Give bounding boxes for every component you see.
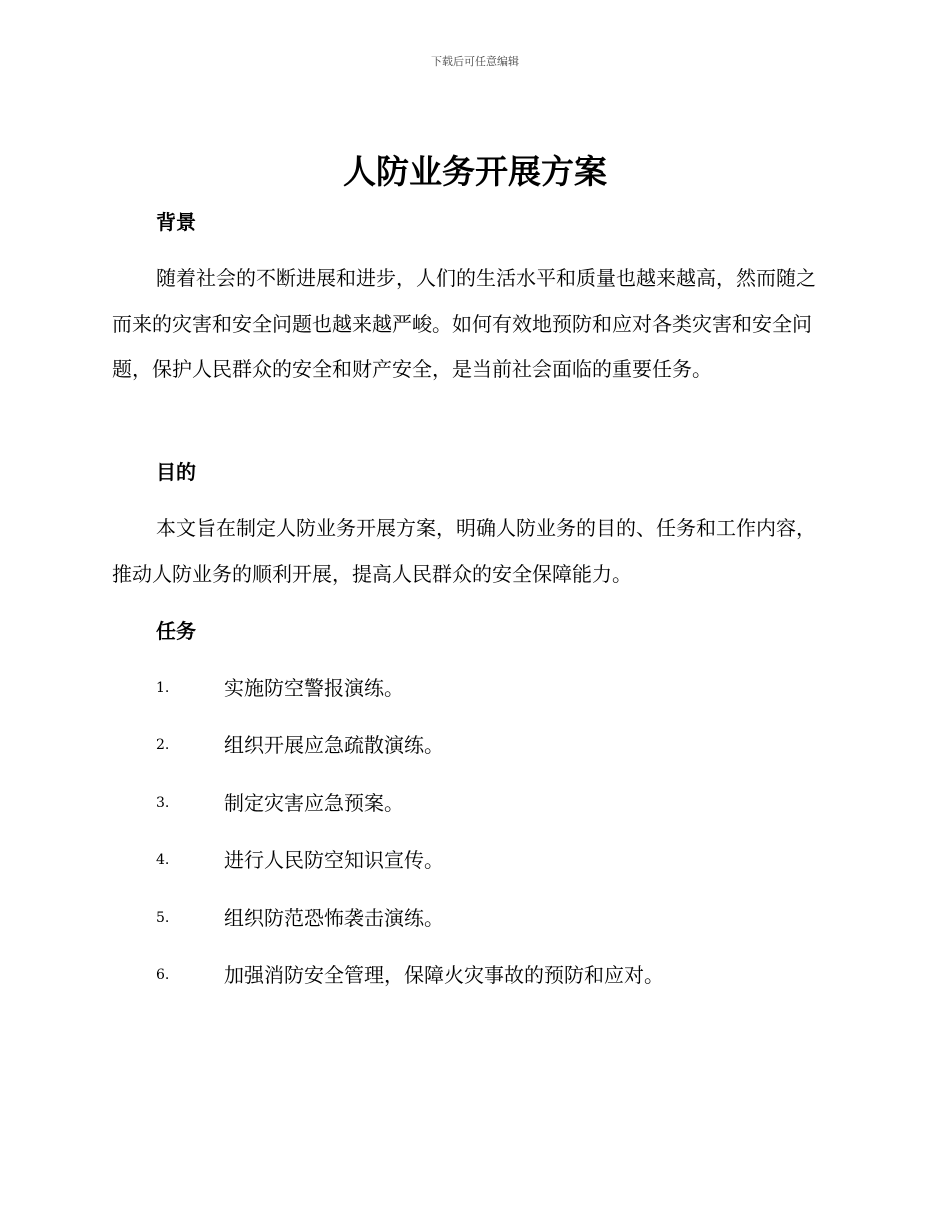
task-text: 进行人民防空知识宣传。 xyxy=(224,848,444,873)
section-heading-purpose: 目的 xyxy=(156,460,196,484)
task-text: 组织开展应急疏散演练。 xyxy=(224,733,444,758)
task-number: 1. xyxy=(156,680,170,696)
task-number: 2. xyxy=(156,737,170,754)
task-text: 组织防范恐怖袭击演练。 xyxy=(224,905,444,930)
section-heading-background: 背景 xyxy=(156,210,196,234)
task-number: 6. xyxy=(156,966,170,983)
task-text: 加强消防安全管理，保障火灾事故的预防和应对。 xyxy=(224,962,664,987)
task-item xyxy=(156,903,664,960)
task-text: 制定灾害应急预案。 xyxy=(224,790,404,815)
task-item xyxy=(156,730,664,787)
task-item xyxy=(156,960,664,1017)
task-item xyxy=(156,845,664,902)
section-heading-tasks: 任务 xyxy=(156,619,196,643)
task-text: 实施防空警报演练。 xyxy=(224,676,404,700)
page-header-note: 下载后可任意编辑 xyxy=(431,55,519,68)
task-list xyxy=(156,673,664,1017)
task-number: 5. xyxy=(156,909,170,926)
purpose-paragraph: 本文旨在制定人防业务开展方案，明确人防业务的目的、任务和工作内容，推动人防业务的顺利开展，提高人民群众的安全保障能力。 xyxy=(112,516,816,586)
task-item xyxy=(156,788,664,845)
task-number: 4. xyxy=(156,852,170,869)
document-title: 人防业务开展方案 xyxy=(343,152,607,191)
task-number: 3. xyxy=(156,794,170,811)
background-paragraph: 随着社会的不断进展和进步，人们的生活水平和质量也越来越高，然而随之而来的灾害和安全问题也越来越严峻。如何有效地预防和应对各类灾害和安全问题，保护人民群众的安全和财产安全，是当前社会面临的重要任务。 xyxy=(112,266,816,381)
task-item xyxy=(156,673,664,730)
